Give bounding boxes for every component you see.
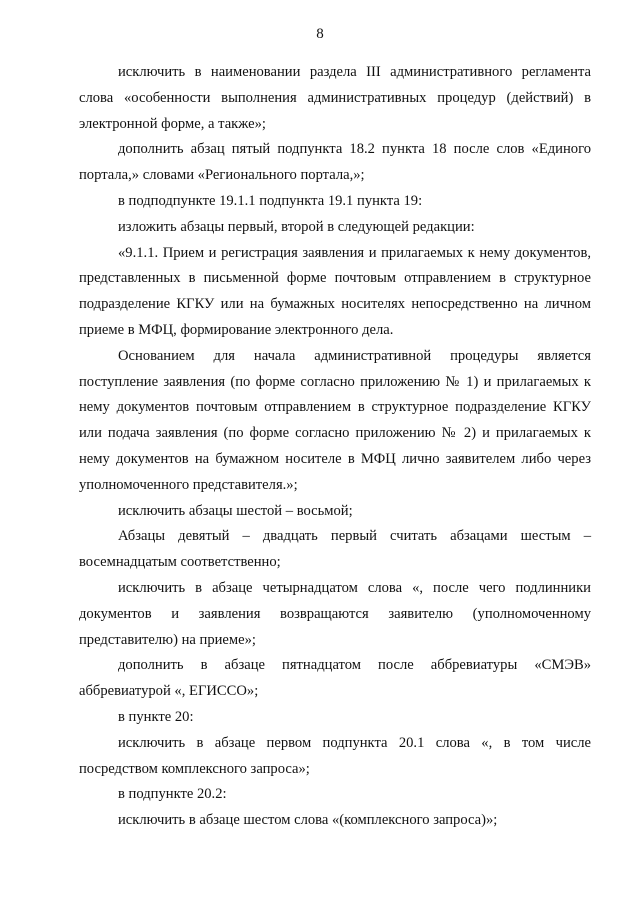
paragraph-4: изложить абзацы первый, второй в следующей редакции: [118,218,475,235]
paragraph-5: «9.1.1. Прием и регистрация заявления и прилагаемых к нему документов, представленных в письменной форме почтовым отправлением в структурное подразделение КГКУ или на бумажных носителях непосредственно на личном приеме в МФЦ, формирование электронного дела. [79,244,591,338]
paragraph-14: исключить в абзаце шестом слова «(комплексного запроса)»; [118,812,498,829]
paragraph-8: Абзацы девятый – двадцать первый считать абзацами шестым – восемнадцатым соответственно; [79,528,591,571]
paragraph-3: в подподпункте 19.1.1 подпункта 19.1 пункта 19: [118,192,423,209]
paragraph-10: дополнить в абзаце пятнадцатом после аббревиатуры «СМЭВ» аббревиатурой «, ЕГИССО»; [79,657,591,700]
paragraph-6: Основанием для начала административной процедуры является поступление заявления (по форме согласно приложению № 1) и прилагаемых к нему документов почтовым отправлением в структурное подразделение КГКУ или подача заявления (по форме согласно приложению № 2) и прилагаемых к нему документов на бумажном носителе в МФЦ лично заявителем либо через уполномоченного представителя.»; [79,347,591,493]
paragraph-12: исключить в абзаце первом подпункта 20.1 слова «, в том числе посредством комплексного запроса»; [79,734,591,777]
paragraph-13: в подпункте 20.2: [118,786,227,803]
paragraph-2: дополнить абзац пятый подпункта 18.2 пункта 18 после слов «Единого портала,» словами «Регионального портала,»; [79,141,591,184]
page-number: 8 [316,26,324,42]
paragraph-1: исключить в наименовании раздела III административного регламента слова «особенности выполнения административных процедур (действий) в электронной форме, а также»; [79,64,591,132]
paragraph-7: исключить абзацы шестой – восьмой; [118,502,353,519]
document-body [79,60,591,834]
paragraph-9: исключить в абзаце четырнадцатом слова «, после чего подлинники документов и заявления возвращаются заявителю (уполномоченному представителю) на приеме»; [79,579,591,648]
paragraph-11: в пункте 20: [118,708,194,725]
